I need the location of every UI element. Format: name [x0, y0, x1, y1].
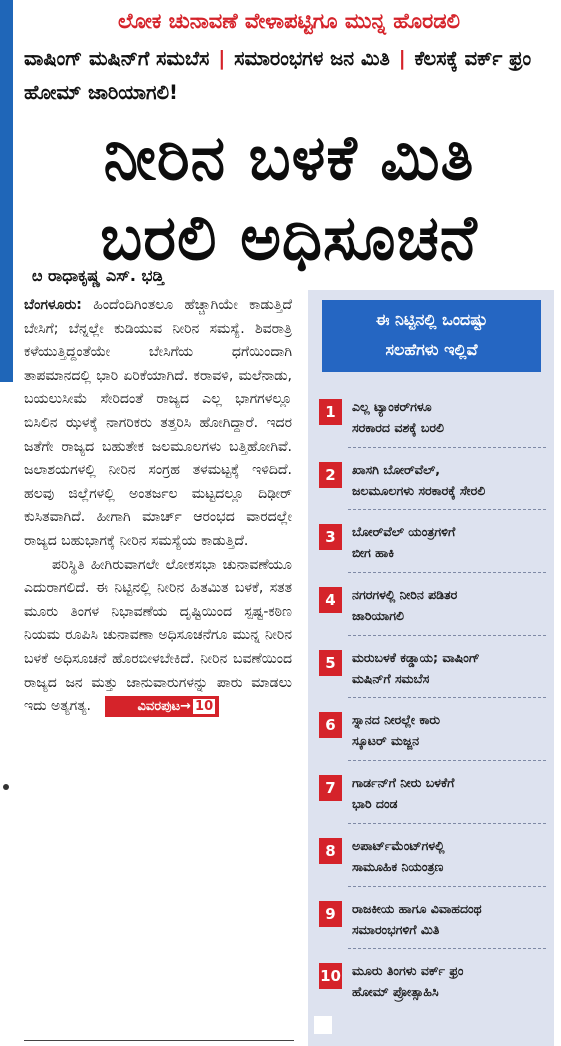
item-number-badge: 10 [319, 963, 342, 989]
suggestions-box [308, 290, 554, 1046]
kicker-headline: ಲೋಕ ಚುನಾವಣೆ ವೇಳಾಪಟ್ಟಿಗೂ ಮುನ್ನ ಹೊರಡಲಿ [118, 9, 460, 33]
item-number-badge: 6 [319, 712, 342, 738]
item-line: ಹೋಮ್ ಪ್ರೋತ್ಸಾಹಿಸಿ [352, 984, 439, 1000]
subheadline [24, 42, 554, 110]
suggestions-header [322, 300, 541, 372]
item-number-badge: 3 [319, 524, 342, 550]
suggestion-item [308, 577, 554, 640]
margin-dot [3, 784, 9, 790]
item-text [352, 521, 547, 563]
item-line: ರಾಜಕೀಯ ಹಾಗೂ ವಿವಾಹದಂಥ [352, 900, 482, 916]
continued-label: ವಿವರಪುಟ→ [137, 699, 192, 715]
subhead-separator: | [218, 47, 226, 70]
item-text [352, 960, 547, 1002]
suggestion-item [308, 702, 554, 765]
item-text [352, 709, 547, 751]
suggestions-header-line-2: ಸಲಹೆಗಳು ಇಲ್ಲಿವೆ [385, 340, 478, 359]
suggestion-item [308, 514, 554, 577]
suggestions-list [308, 389, 554, 1016]
item-line: ಖಾಸಗಿ ಬೋರ್‌ವೆಲ್, [352, 461, 441, 477]
item-line: ಸ್ನಾನದ ನೀರಲ್ಲೇ ಕಾರು [352, 712, 440, 728]
news-page [24, 0, 554, 1046]
item-line: ಮೂರು ತಿಂಗಳು ವರ್ಕ್ ಫ್ರಂ [352, 963, 464, 979]
article-paragraph-1 [24, 294, 292, 554]
item-number-badge: 7 [319, 775, 342, 801]
item-line: ಭಾರಿ ದಂಡ [352, 796, 398, 812]
item-number-badge: 1 [319, 399, 342, 425]
item-text [352, 835, 547, 877]
dateline: ಬೆಂಗಳೂರು: [24, 297, 82, 313]
subhead-part-2: ಸಮಾರಂಭಗಳ ಜನ ಮಿತಿ [234, 47, 390, 70]
item-number-badge: 2 [319, 462, 342, 488]
suggestion-item [308, 828, 554, 891]
item-number-badge: 5 [319, 650, 342, 676]
item-line: ಸಮಾರಂಭಗಳಿಗೆ ಮಿತಿ [352, 921, 440, 937]
item-line: ಸಾಮೂಹಿಕ ನಿಯಂತ್ರಣ [352, 858, 444, 874]
item-line: ಗಾರ್ಡನ್‌ಗೆ ನೀರು ಬಳಕೆಗೆ [352, 775, 455, 791]
item-line: ಜಾರಿಯಾಗಲಿ [352, 608, 404, 624]
item-text [352, 396, 547, 438]
item-line: ಬೀಗ ಹಾಕಿ [352, 545, 395, 561]
article-body [24, 294, 292, 719]
suggestion-item [308, 389, 554, 452]
item-line: ಅಪಾರ್ಟ್‌ಮೆಂಟ್‌ಗಳಲ್ಲಿ [352, 837, 445, 853]
bottom-divider [24, 1040, 294, 1041]
continued-page-number: 10 [195, 699, 214, 715]
left-color-strip [0, 0, 13, 382]
article-paragraph-2 [24, 554, 292, 719]
paragraph-2-text: ಪರಿಸ್ಥಿತಿ ಹೀಗಿರುವಾಗಲೇ ಲೋಕಸಭಾ ಚುನಾವಣೆಯೂ ಎದುರಾಗಲಿದೆ. ಈ ನಿಟ್ಟಿನಲ್ಲಿ ನೀರಿನ ಹಿತಮಿತ ಬಳಕೆ, ಸತತ ಮೂರು ತಿಂಗಳ ನಿಭಾವಣೆಯ ದೃಷ್ಟಿಯಿಂದ ಸ್ಪಷ್ಟ-ಕಠಿಣ ನಿಯಮ ರೂಪಿಸಿ ಚುನಾವಣಾ ಅಧಿಸೂಚನೆಗೂ ಮುನ್ನ ನೀರಿನ ಬಳಕೆ ಅಧಿಸೂಚನೆ ಹೊರಬೀಳಬೇಕಿದೆ. ನೀರಿನ ಬವಣೆಯಿಂದ ರಾಜ್ಯದ ಜನ ಮತ್ತು ಜಾನುವಾರುಗಳನ್ನು ಪಾರು ಮಾಡಲು ಇದು ಅತ್ಯಗತ್ಯ. [24, 556, 292, 715]
item-line: ಸರಕಾರದ ವಶಕ್ಕೆ ಬರಲಿ [352, 420, 444, 435]
item-line: ಮಷಿನ್‌ಗೆ ಸಮಬೆಸ [352, 670, 430, 686]
byline: ೞ ರಾಧಾಕೃಷ್ಣ ಎಸ್. ಭಡ್ತಿ [32, 266, 164, 285]
item-line: ಬೋರ್‌ವೆಲ್ ಯಂತ್ರಗಳಿಗೆ [352, 524, 456, 540]
item-text [352, 459, 547, 501]
subhead-separator: | [398, 47, 406, 70]
headline-line-2: ಬರಲಿ ಅಧಿಸೂಚನೆ [100, 201, 478, 274]
item-line: ನಗರಗಳಲ್ಲಿ ನೀರಿನ ಪಡಿತರ [352, 587, 458, 603]
suggestion-item [308, 765, 554, 828]
item-text [352, 898, 547, 940]
item-text [352, 647, 547, 689]
main-headline [24, 118, 554, 278]
item-line: ಸ್ಕೂಟರ್ ಮಜ್ಜನ [352, 733, 420, 749]
item-line: ಎಲ್ಲ ಟ್ಯಾಂಕರ್‌ಗಳೂ [352, 399, 432, 414]
suggestion-item [308, 640, 554, 703]
suggestion-item [308, 452, 554, 515]
paragraph-1-text: ಹಿಂದೆಂದಿಗಿಂತಲೂ ಹೆಚ್ಚಾಗಿಯೇ ಕಾಡುತ್ತಿದೆ ಬೇಸಿಗೆ; ಬೆನ್ನಲ್ಲೇ ಕುಡಿಯುವ ನೀರಿನ ಸಮಸ್ಯೆ. ಶಿವರಾತ್ರಿ ಕಳೆಯುತ್ತಿದ್ದಂತೆಯೇ ಬೇಸಿಗೆಯ ಧಗೆಯಿಂದಾಗಿ ತಾಪಮಾನದಲ್ಲಿ ಭಾರಿ ಏರಿಕೆಯಾಗಿದೆ. ಕರಾವಳಿ, ಮಲೆನಾಡು, ಬಯಲುಸೀಮೆ ಸೇರಿದಂತೆ ರಾಜ್ಯದ ಎಲ್ಲ ಭಾಗಗಳಲ್ಲೂ ಬಿಸಿಲಿನ ಝಳಕ್ಕೆ ನಾಗರಿಕರು ತತ್ತರಿಸಿ ಹೋಗಿದ್ದಾರೆ. ಇದರ ಜತೆಗೇ ರಾಜ್ಯದ ಬಹುತೇಕ ಜಲಮೂಲಗಳು ಬತ್ತಿಹೋಗಿವೆ. ಜಲಾಶಯಗಳಲ್ಲಿ ನೀರಿನ ಸಂಗ್ರಹ ತಳಮಟ್ಟಕ್ಕೆ ಇಳಿದಿದೆ. ಹಲವು ಜಿಲ್ಲೆಗಳಲ್ಲಿ ಅಂತರ್ಜಲ ಮಟ್ಟದಲ್ಲೂ ದಿಢೀರ್ ಕುಸಿತವಾಗಿದೆ. ಹೀಗಾಗಿ ಮಾರ್ಚ್ ಆರಂಭದ ವಾರದಲ್ಲೇ ರಾಜ್ಯದ ಬಹುಭಾಗಕ್ಕೆ ನೀರಿನ ಸಮಸ್ಯೆಯ ಕಾಡುತ್ತಿದೆ. [24, 297, 292, 549]
suggestions-header-line-1: ಈ ನಿಟ್ಟಿನಲ್ಲಿ ಒಂದಷ್ಟು [375, 310, 488, 329]
subhead-part-1: ವಾಷಿಂಗ್ ಮಷಿನ್‌ಗೆ ಸಮಬೆಸ [24, 47, 210, 70]
item-number-badge: 4 [319, 587, 342, 613]
item-line: ಮರುಬಳಕೆ ಕಡ್ಡಾಯ; ವಾಷಿಂಗ್ [352, 649, 480, 665]
suggestion-item [308, 891, 554, 954]
continued-page-link[interactable] [105, 696, 219, 717]
item-number-badge: 8 [319, 838, 342, 864]
item-text [352, 584, 547, 626]
suggestion-item [308, 953, 554, 1016]
item-number-badge: 9 [319, 901, 342, 927]
item-line: ಜಲಮೂಲಗಳು ಸರಕಾರಕ್ಕೆ ಸೇರಲಿ [352, 482, 486, 498]
headline-line-1: ನೀರಿನ ಬಳಕೆ ಮಿತಿ [103, 121, 475, 194]
box-corner-square [314, 1016, 332, 1034]
item-text [352, 772, 547, 814]
subhead-part-3: ಕೆಲಸಕ್ಕೆ ವರ್ಕ್ ಫ್ರಂ ಹೋಮ್ ಜಾರಿಯಾಗಲಿ! [24, 47, 532, 104]
